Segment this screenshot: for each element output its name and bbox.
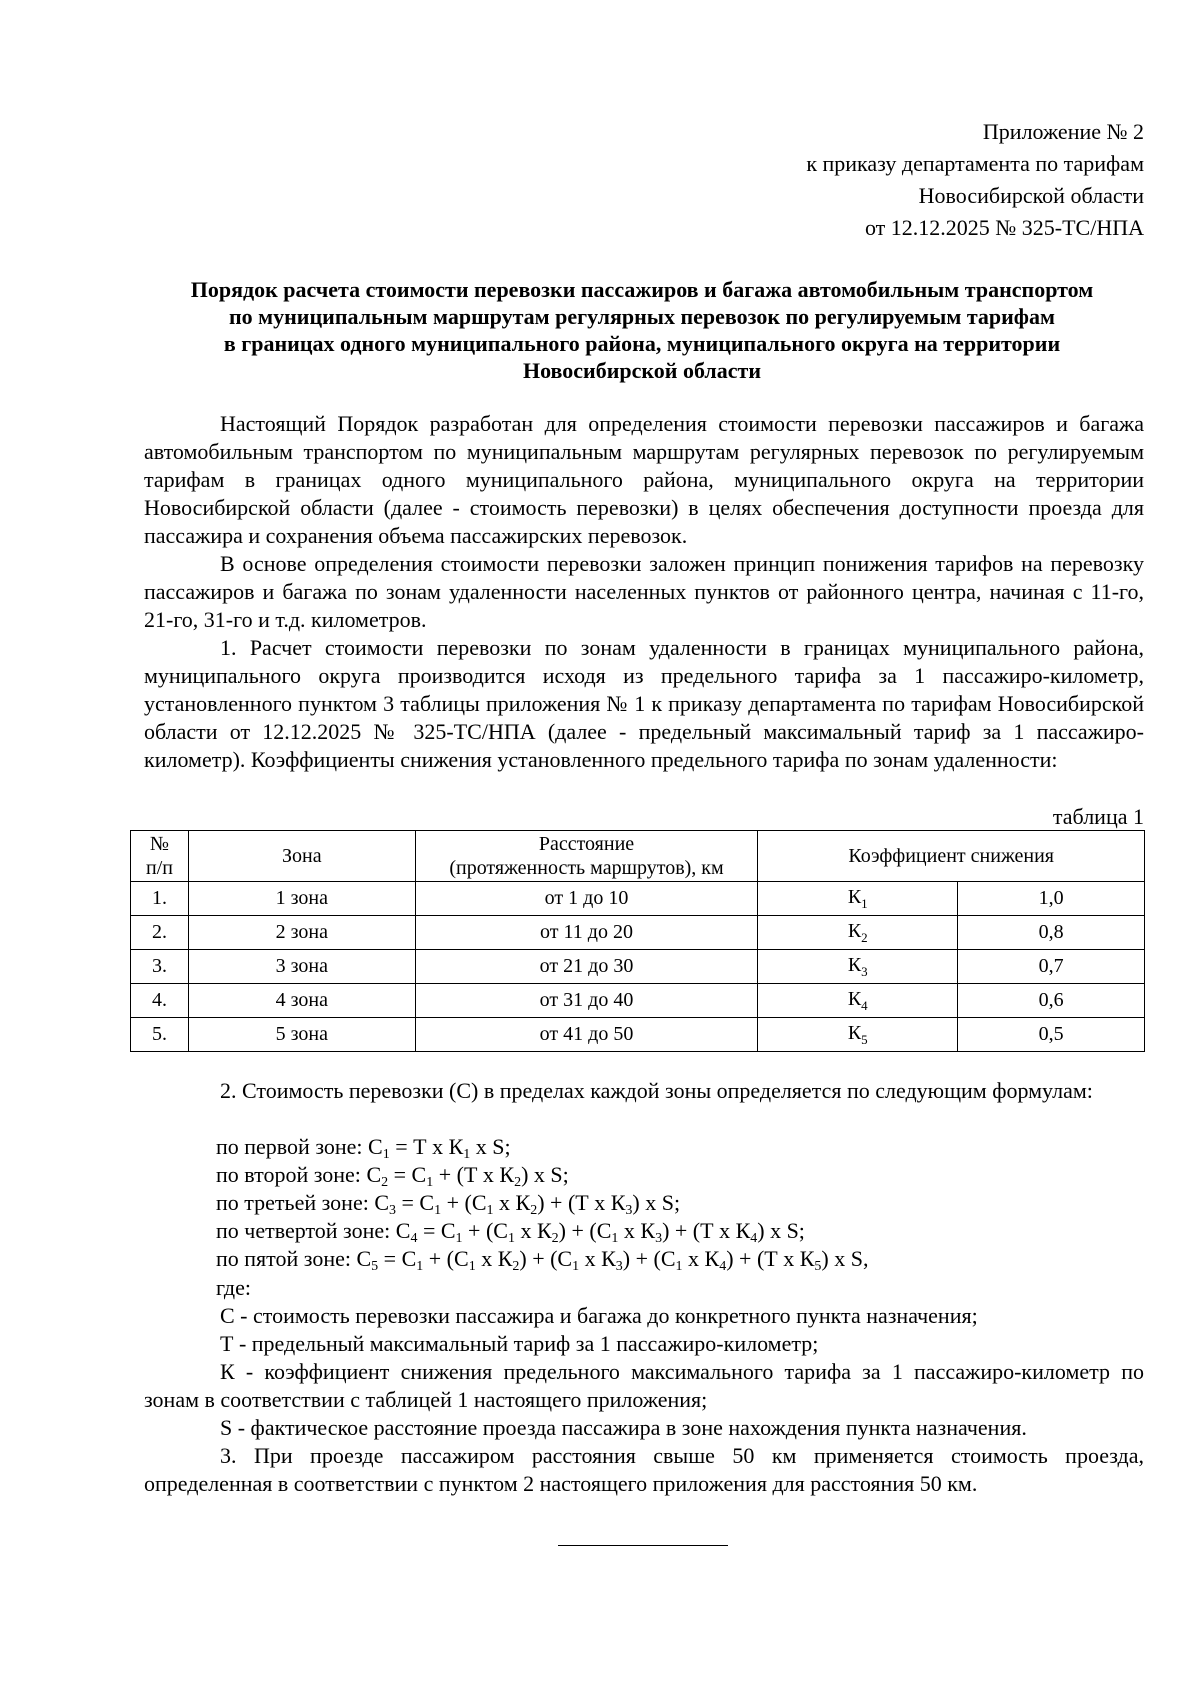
row-coefficient-value: 1,0 — [958, 882, 1145, 916]
point-1-paragraph: 1. Расчет стоимости перевозки по зонам удаленности в границах муниципального района, муниципального округа производится исходя из предельного тарифа за 1 пассажиро-километр, установленного пунктом 3 таблицы приложения № 1 к приказу департамента по тарифам Новосибирской области от 12.12.2025 № 325-ТС/НПА (далее - предельный максимальный тариф за 1 пассажиро-километр). Коэффициенты снижения установленного предельного тарифа по зонам удаленности: — [144, 635, 1144, 772]
row-zone: 4 зона — [188, 984, 415, 1018]
row-coefficient-symbol: $К_1$ — [758, 882, 958, 916]
table-row — [131, 882, 1145, 916]
formula-line: по второй зоне: $С_2 = С_1 + (Т$ x $К_2$) x S; — [216, 1162, 569, 1190]
row-coefficient-symbol: $К_3$ — [758, 950, 958, 984]
intro-paragraph: Настоящий Порядок разработан для определения стоимости перевозки пассажиров и багажа автомобильным транспортом по муниципальным маршрутам регулярных перевозок по регулируемым тарифам в границах одного муниципального района, муниципального округа на территории Новосибирской области (далее - стоимость перевозки) в целях обеспечения доступности проезда для пассажира и сохранения объема пассажирских перевозок. — [144, 411, 1144, 548]
header-zone: Зона — [188, 831, 415, 882]
where-label: где: — [216, 1275, 251, 1300]
formula-line: по четвертой зоне: $С_4 = С_1 + (С_1$ x $К_2) + (С_1$ x $К_3) + (Т$ x $К_4$) x S; — [216, 1218, 805, 1246]
table-row — [131, 1018, 1145, 1052]
header-coefficient: Коэффициент снижения — [758, 831, 1145, 882]
table-row — [131, 916, 1145, 950]
approval-block — [600, 116, 1144, 244]
title-line: Порядок расчета стоимости перевозки пассажиров и багажа автомобильным транспортом — [190, 277, 1094, 302]
row-zone: 5 зона — [188, 1018, 415, 1052]
definition-c: С - стоимость перевозки пассажира и багажа до конкретного пункта назначения; — [220, 1303, 978, 1328]
principle-paragraph: В основе определения стоимости перевозки заложен принцип понижения тарифов на перевозку пассажиров и багажа по зонам удаленности населенных пунктов от районного центра, начиная с 11-го, 21-го, 31-го и т.д. километров. — [144, 551, 1144, 632]
row-number: 4. — [131, 984, 189, 1018]
formula-line: по третьей зоне: $С_3 = С_1 + (С_1$ x $К_2) + (Т$ x $К_3$) x S; — [216, 1190, 681, 1218]
title-line: по муниципальным маршрутам регулярных перевозок по регулируемым тарифам — [228, 304, 1056, 329]
table-row — [131, 984, 1145, 1018]
approval-line: от 12.12.2025 № 325-ТС/НПА — [864, 215, 1144, 240]
row-number: 3. — [131, 950, 189, 984]
approval-line: Новосибирской области — [918, 183, 1144, 208]
formula-line: по первой зоне: $С_1 = Т$ x $К_1$ x S; — [216, 1134, 511, 1162]
coefficient-table — [130, 830, 1145, 1052]
row-coefficient-value: 0,7 — [958, 950, 1145, 984]
row-distance: от 1 до 10 — [415, 882, 758, 916]
title-line: в границах одного муниципального района, муниципального округа на территории — [223, 331, 1061, 356]
row-zone: 1 зона — [188, 882, 415, 916]
row-coefficient-symbol: $К_4$ — [758, 984, 958, 1018]
approval-line: Приложение № 2 — [982, 119, 1144, 144]
row-distance: от 31 до 40 — [415, 984, 758, 1018]
definition-t: Т - предельный максимальный тариф за 1 пассажиро-километр; — [220, 1331, 819, 1356]
header-distance: Расстояние (протяженность маршрутов), км — [415, 831, 758, 882]
document-title — [130, 276, 1154, 384]
row-distance: от 21 до 30 — [415, 950, 758, 984]
formula-line: по пятой зоне: $С_5 = С_1 + (С_1$ x $К_2) + (С_1$ x $К_3) + (С_1$ x $К_4) + (Т$ x $К_5$) x S, — [216, 1246, 869, 1274]
row-zone: 3 зона — [188, 950, 415, 984]
row-coefficient-value: 0,5 — [958, 1018, 1145, 1052]
row-coefficient-value: 0,6 — [958, 984, 1145, 1018]
title-line: Новосибирской области — [522, 358, 761, 383]
row-number: 2. — [131, 916, 189, 950]
row-coefficient-symbol: $К_2$ — [758, 916, 958, 950]
header-number: № п/п — [131, 831, 189, 882]
row-number: 5. — [131, 1018, 189, 1052]
point-2-paragraph: 2. Стоимость перевозки (С) в пределах каждой зоны определяется по следующим формулам: — [220, 1078, 1093, 1103]
row-coefficient-symbol: $К_5$ — [758, 1018, 958, 1052]
row-distance: от 41 до 50 — [415, 1018, 758, 1052]
table-caption: таблица 1 — [1052, 804, 1144, 829]
row-number: 1. — [131, 882, 189, 916]
end-divider — [558, 1545, 728, 1546]
row-zone: 2 зона — [188, 916, 415, 950]
definition-s: S - фактическое расстояние проезда пассажира в зоне нахождения пункта назначения. — [220, 1415, 1027, 1440]
point-3-paragraph: 3. При проезде пассажиром расстояния свыше 50 км применяется стоимость проезда, определенная в соответствии с пунктом 2 настоящего приложения для расстояния 50 км. — [144, 1443, 1144, 1496]
definition-k: К - коэффициент снижения предельного максимального тарифа за 1 пассажиро-километр по зонам в соответствии с таблицей 1 настоящего приложения; — [144, 1359, 1144, 1412]
approval-line: к приказу департамента по тарифам — [806, 151, 1144, 176]
table-row — [131, 950, 1145, 984]
row-coefficient-value: 0,8 — [958, 916, 1145, 950]
table-header-row — [131, 831, 1145, 882]
row-distance: от 11 до 20 — [415, 916, 758, 950]
